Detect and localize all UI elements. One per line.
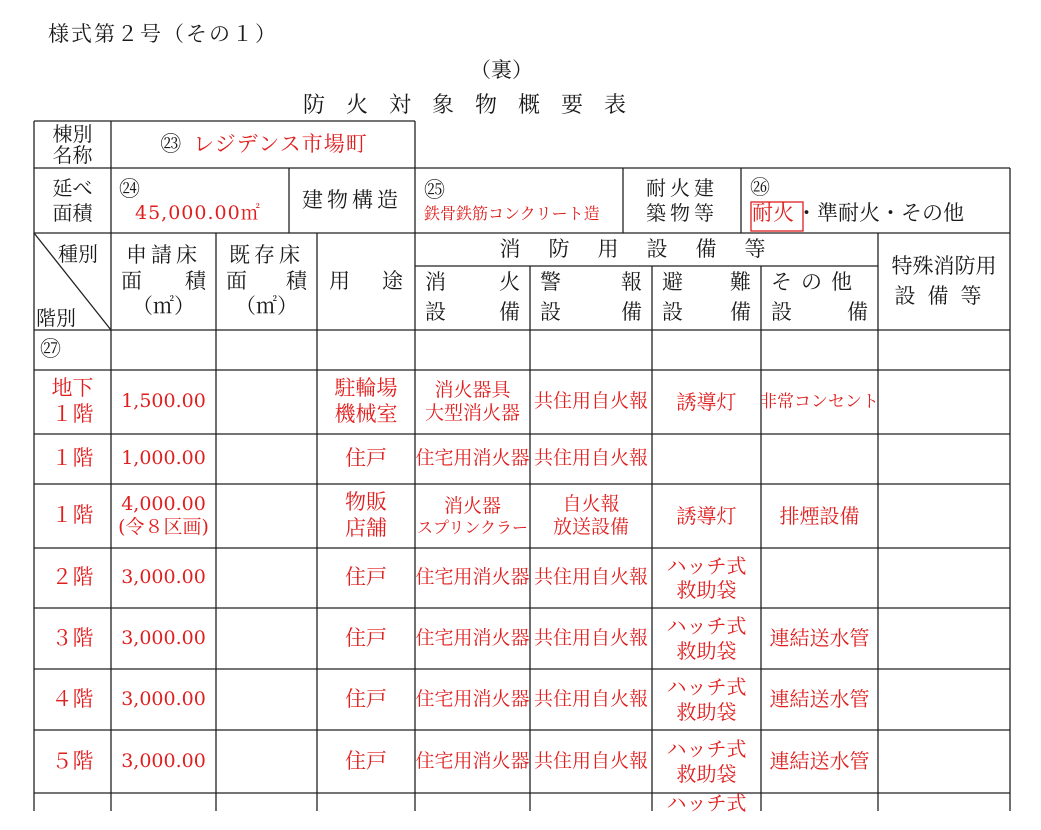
evacuation-cell: ハッチ式 — [666, 791, 747, 815]
floor-cell: ５階 — [51, 748, 94, 773]
use-cell: 住戸 — [345, 446, 387, 471]
form-number: 様式第２号（その１） — [48, 22, 278, 46]
fireproof-options: ・準耐火・その他 — [796, 201, 964, 226]
area-cell: 1,500.00 — [121, 390, 206, 413]
header-equipment-group: 消防用設備等 — [499, 236, 794, 261]
fireproof-label: 耐火建 築物等 — [646, 176, 718, 225]
area-cell: 1,000.00 — [121, 447, 206, 470]
use-cell — [317, 793, 415, 830]
area-cell: 3,000.00 — [121, 566, 206, 589]
evacuation-cell: 誘導灯 — [676, 389, 737, 414]
other-equipment-cell: 連結送水管 — [769, 687, 870, 712]
extinguishing-cell: 消火器具 大型消火器 — [424, 378, 520, 424]
evacuation-cell: ハッチ式 救助袋 — [666, 614, 747, 663]
other-equipment-cell — [761, 434, 878, 484]
marker-24: ㉔ — [119, 176, 140, 201]
fireproof-selected: 耐火 — [752, 201, 794, 226]
area-cell: 3,000.00 — [121, 687, 206, 710]
fireproof-cell — [750, 170, 1008, 232]
alarm-cell — [530, 793, 652, 830]
header-extinguishing: 消 火 設 備 — [425, 270, 520, 324]
extinguishing-cell: 住宅用消火器 — [415, 687, 530, 710]
use-cell: 物販 店舗 — [345, 490, 387, 540]
alarm-cell: 共住用自火報 — [533, 749, 648, 772]
use-cell: 駐輪場 機械室 — [334, 376, 398, 426]
header-kind: 種別 — [58, 242, 98, 266]
total-area-cell — [119, 170, 287, 232]
marker-23: ㉓ — [160, 131, 182, 156]
header-use: 用 途 — [329, 268, 403, 293]
alarm-cell: 共住用自火報 — [533, 687, 648, 710]
header-alarm: 警 報 設 備 — [540, 270, 642, 324]
floor-cell: 地下 １階 — [51, 376, 94, 426]
alarm-cell: 共住用自火報 — [533, 447, 648, 470]
total-area-value: 45,000.00㎡ — [135, 202, 261, 225]
extinguishing-cell — [415, 793, 530, 830]
building-name: レジデンス市場町 — [193, 131, 368, 156]
evacuation-cell — [652, 434, 761, 484]
page-title: 防火対象物概要表 — [303, 93, 648, 118]
header-evacuation: 避 難 設 備 — [662, 270, 751, 324]
evacuation-cell: 誘導灯 — [676, 503, 737, 528]
side-label: （裏） — [470, 58, 533, 82]
extinguishing-cell: 住宅用消火器 — [415, 447, 530, 470]
floor-cell: １階 — [51, 503, 94, 528]
extinguishing-cell: 住宅用消火器 — [415, 626, 530, 649]
evacuation-cell: ハッチ式 救助袋 — [666, 675, 747, 724]
other-equipment-cell — [761, 548, 878, 608]
evacuation-cell: ハッチ式 救助袋 — [666, 553, 747, 602]
header-existing-area: 既存床 面 積 （㎡） — [226, 243, 307, 319]
area-cell: 4,000.00 (令８区画) — [118, 492, 209, 538]
header-apply-area: 申請床 面 積 （㎡） — [121, 243, 206, 319]
structure-cell — [424, 170, 623, 232]
extinguishing-cell: 住宅用消火器 — [415, 749, 530, 772]
use-cell: 住戸 — [345, 748, 387, 773]
marker-27: ㉗ — [40, 337, 61, 362]
other-equipment-cell: 連結送水管 — [769, 749, 870, 774]
header-floor: 階別 — [36, 306, 76, 330]
floor-cell — [34, 793, 111, 830]
total-area-label: 延べ 面積 — [52, 176, 93, 225]
alarm-cell: 共住用自火報 — [533, 566, 648, 589]
structure-value: 鉄骨鉄筋コンクリート造 — [424, 204, 600, 224]
header-other: その他 設 備 — [771, 270, 868, 324]
header-special: 特殊消防用 設備等 — [891, 253, 997, 308]
floor-cell: ３階 — [51, 625, 94, 650]
floor-cell: ２階 — [51, 565, 94, 590]
alarm-cell: 自火報 放送設備 — [552, 492, 629, 538]
area-cell: 3,000.00 — [121, 749, 206, 772]
marker-25: ㉕ — [424, 178, 445, 203]
other-equipment-cell — [761, 793, 878, 830]
floor-cell: ４階 — [51, 686, 94, 711]
alarm-cell: 共住用自火報 — [533, 390, 648, 413]
use-cell: 住戸 — [345, 565, 387, 590]
structure-label: 建物構造 — [302, 187, 402, 212]
other-equipment-cell: 非常コンセント — [760, 391, 879, 412]
use-cell: 住戸 — [345, 625, 387, 650]
area-cell: 3,000.00 — [121, 626, 206, 649]
alarm-cell: 共住用自火報 — [533, 626, 648, 649]
floor-cell: １階 — [51, 446, 94, 471]
use-cell: 住戸 — [345, 686, 387, 711]
name-label: 棟別 名称 — [52, 121, 93, 167]
evacuation-cell: ハッチ式 救助袋 — [666, 737, 747, 786]
extinguishing-cell: 消火器 スプリンクラー — [416, 494, 529, 537]
other-equipment-cell: 排煙設備 — [779, 503, 860, 528]
extinguishing-cell: 住宅用消火器 — [415, 566, 530, 589]
other-equipment-cell: 連結送水管 — [769, 626, 870, 651]
building-name-cell — [119, 121, 409, 168]
marker-26: ㉖ — [750, 175, 770, 199]
area-cell — [111, 793, 216, 830]
